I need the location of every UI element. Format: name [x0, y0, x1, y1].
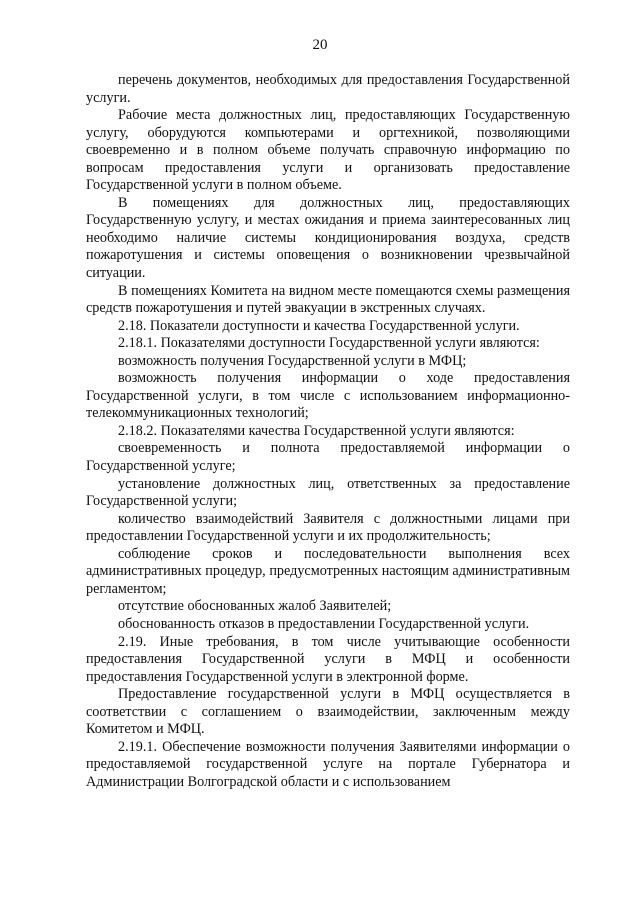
paragraph-section-2-19-1: 2.19.1. Обеспечение возможности получения Заявителями информации о предоставляемой государственной услуге на портале Губернатора и Администрации Волгоградской области и с использованием	[86, 738, 570, 790]
paragraph-section-2-18: 2.18. Показатели доступности и качества Государственной услуги.	[118, 317, 520, 334]
paragraph-section-2-18-1: 2.18.1. Показателями доступности Государственной услуги являются:	[118, 335, 540, 352]
paragraph-workplaces: Рабочие места должностных лиц, предоставляющих Государственную услугу, оборудуются компьютерами и оргтехникой, позволяющими своевременно и в полном объеме получать справочную информацию по вопросам предоставления услуги и организовать предоставление Государственной услуги в полном объеме.	[86, 107, 570, 194]
paragraph-no-complaints: отсутствие обоснованных жалоб Заявителей;	[118, 598, 392, 615]
paragraph-air-conditioning: В помещениях для должностных лиц, предоставляющих Государственную услугу, и местах ожидания и приема заинтересованных лиц необходимо наличие системы кондиционирования воздуха, средств пожаротушения и системы оповещения о возникновении чрезвычайной ситуации.	[86, 194, 570, 282]
page-number: 20	[312, 37, 328, 53]
paragraph-mfc-agreement: Предоставление государственной услуги в МФЦ осуществляется в соответствии с соглашением о взаимодействии, заключенным между Комитетом и МФЦ.	[86, 686, 570, 738]
paragraph-progress-info: возможность получения информации о ходе предоставления Государственной услуги, в том числе с использованием информационно-телекоммуникационных технологий;	[86, 370, 570, 422]
paragraph-section-2-18-2: 2.18.2. Показателями качества Государственной услуги являются:	[118, 422, 515, 439]
paragraph-section-2-19: 2.19. Иные требования, в том числе учитывающие особенности предоставления Государственной услуги в МФЦ и особенности предоставления Государственной услуги в электронной форме.	[86, 633, 570, 685]
paragraph-interactions-count: количество взаимодействий Заявителя с должностными лицами при предоставлении Государственной услуги и их продолжительность;	[86, 510, 570, 545]
document-body	[86, 72, 570, 791]
paragraph-evacuation-schemes: В помещениях Комитета на видном месте помещаются схемы размещения средств пожаротушения и путей эвакуации в экстренных случаях.	[86, 282, 570, 317]
paragraph-responsible-officials: установление должностных лиц, ответственных за предоставление Государственной услуги;	[86, 475, 570, 510]
paragraph-timeliness: своевременность и полнота предоставляемой информации о Государственной услуге;	[86, 440, 570, 475]
paragraph-mfc-availability: возможность получения Государственной услуги в МФЦ;	[118, 352, 467, 369]
paragraph-documents-list: перечень документов, необходимых для предоставления Государственной услуги.	[86, 72, 570, 106]
paragraph-deadlines: соблюдение сроков и последовательности выполнения всех административных процедур, предусмотренных настоящим административным регламентом;	[86, 545, 570, 597]
paragraph-refusal-validity: обоснованность отказов в предоставлении Государственной услуги.	[118, 615, 530, 632]
